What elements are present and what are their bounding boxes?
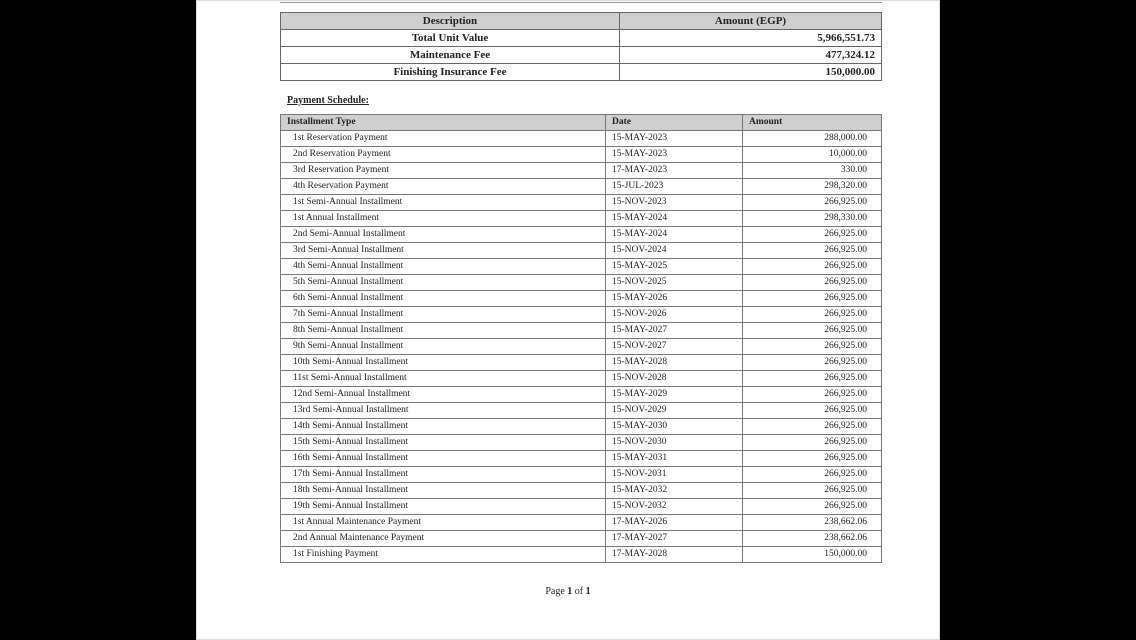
installment-type: 7th Semi-Annual Installment [281, 307, 606, 323]
page-label: Page [545, 586, 565, 597]
schedule-row [281, 211, 882, 227]
schedule-row [281, 323, 882, 339]
top-rule [280, 2, 882, 3]
installment-type: 8th Semi-Annual Installment [281, 323, 606, 339]
installment-date: 15-MAY-2032 [606, 483, 743, 499]
schedule-row [281, 451, 882, 467]
installment-amount: 266,925.00 [743, 467, 882, 483]
summary-description: Finishing Insurance Fee [281, 64, 620, 81]
schedule-header-amount: Amount [743, 115, 882, 131]
installment-amount: 266,925.00 [743, 483, 882, 499]
schedule-row [281, 419, 882, 435]
payment-schedule-title: Payment Schedule: [287, 95, 369, 106]
installment-amount: 288,000.00 [743, 131, 882, 147]
installment-type: 12nd Semi-Annual Installment [281, 387, 606, 403]
summary-description: Total Unit Value [281, 30, 620, 47]
installment-date: 17-MAY-2026 [606, 515, 743, 531]
installment-amount: 298,320.00 [743, 179, 882, 195]
summary-row [281, 64, 882, 81]
installment-amount: 266,925.00 [743, 227, 882, 243]
installment-type: 1st Semi-Annual Installment [281, 195, 606, 211]
installment-date: 15-MAY-2023 [606, 131, 743, 147]
schedule-row [281, 307, 882, 323]
installment-type: 3rd Reservation Payment [281, 163, 606, 179]
installment-date: 15-JUL-2023 [606, 179, 743, 195]
installment-type: 5th Semi-Annual Installment [281, 275, 606, 291]
installment-date: 15-NOV-2028 [606, 371, 743, 387]
installment-date: 15-NOV-2023 [606, 195, 743, 211]
installment-amount: 266,925.00 [743, 195, 882, 211]
installment-amount: 266,925.00 [743, 371, 882, 387]
installment-type: 2nd Reservation Payment [281, 147, 606, 163]
installment-type: 4th Semi-Annual Installment [281, 259, 606, 275]
installment-type: 9th Semi-Annual Installment [281, 339, 606, 355]
installment-date: 17-MAY-2027 [606, 531, 743, 547]
schedule-row [281, 355, 882, 371]
installment-amount: 266,925.00 [743, 291, 882, 307]
summary-header-row [281, 13, 882, 30]
installment-date: 15-NOV-2026 [606, 307, 743, 323]
installment-type: 2nd Semi-Annual Installment [281, 227, 606, 243]
installment-type: 14th Semi-Annual Installment [281, 419, 606, 435]
schedule-row [281, 259, 882, 275]
schedule-row [281, 499, 882, 515]
schedule-row [281, 195, 882, 211]
installment-date: 15-NOV-2031 [606, 467, 743, 483]
installment-amount: 266,925.00 [743, 339, 882, 355]
schedule-row [281, 131, 882, 147]
schedule-row [281, 467, 882, 483]
installment-date: 15-MAY-2023 [606, 147, 743, 163]
installment-amount: 10,000.00 [743, 147, 882, 163]
payment-schedule-table [280, 114, 882, 563]
installment-amount: 266,925.00 [743, 435, 882, 451]
installment-amount: 150,000.00 [743, 547, 882, 563]
schedule-row [281, 339, 882, 355]
schedule-row [281, 163, 882, 179]
schedule-row [281, 483, 882, 499]
installment-amount: 266,925.00 [743, 243, 882, 259]
installment-date: 17-MAY-2023 [606, 163, 743, 179]
installment-date: 15-MAY-2031 [606, 451, 743, 467]
schedule-body [281, 131, 882, 563]
installment-date: 15-MAY-2024 [606, 211, 743, 227]
schedule-row [281, 371, 882, 387]
summary-table [280, 12, 882, 81]
installment-amount: 266,925.00 [743, 499, 882, 515]
document-page [196, 0, 940, 640]
installment-type: 11st Semi-Annual Installment [281, 371, 606, 387]
schedule-row [281, 403, 882, 419]
schedule-row [281, 147, 882, 163]
installment-type: 1st Reservation Payment [281, 131, 606, 147]
installment-amount: 266,925.00 [743, 387, 882, 403]
installment-amount: 266,925.00 [743, 419, 882, 435]
schedule-header-date: Date [606, 115, 743, 131]
installment-type: 16th Semi-Annual Installment [281, 451, 606, 467]
installment-type: 15th Semi-Annual Installment [281, 435, 606, 451]
installment-type: 19th Semi-Annual Installment [281, 499, 606, 515]
summary-amount: 5,966,551.73 [620, 30, 882, 47]
summary-description: Maintenance Fee [281, 47, 620, 64]
summary-row [281, 47, 882, 64]
installment-type: 1st Annual Maintenance Payment [281, 515, 606, 531]
page-footer [196, 586, 940, 597]
installment-amount: 238,662.06 [743, 531, 882, 547]
installment-date: 15-NOV-2029 [606, 403, 743, 419]
schedule-row [281, 515, 882, 531]
installment-type: 3rd Semi-Annual Installment [281, 243, 606, 259]
installment-date: 15-NOV-2030 [606, 435, 743, 451]
installment-amount: 266,925.00 [743, 275, 882, 291]
installment-type: 1st Finishing Payment [281, 547, 606, 563]
page-total: 1 [585, 586, 591, 597]
summary-row [281, 30, 882, 47]
installment-date: 15-MAY-2030 [606, 419, 743, 435]
installment-date: 17-MAY-2028 [606, 547, 743, 563]
summary-body [281, 30, 882, 81]
installment-type: 18th Semi-Annual Installment [281, 483, 606, 499]
installment-date: 15-MAY-2025 [606, 259, 743, 275]
installment-date: 15-NOV-2027 [606, 339, 743, 355]
installment-amount: 238,662.06 [743, 515, 882, 531]
schedule-row [281, 547, 882, 563]
summary-header-amount: Amount (EGP) [620, 13, 882, 30]
installment-date: 15-MAY-2027 [606, 323, 743, 339]
installment-date: 15-NOV-2025 [606, 275, 743, 291]
summary-amount: 150,000.00 [620, 64, 882, 81]
installment-date: 15-MAY-2029 [606, 387, 743, 403]
page-number: 1 [567, 586, 573, 597]
schedule-row [281, 291, 882, 307]
installment-type: 4th Reservation Payment [281, 179, 606, 195]
schedule-header-row [281, 115, 882, 131]
installment-type: 1st Annual Installment [281, 211, 606, 227]
installment-date: 15-MAY-2028 [606, 355, 743, 371]
installment-amount: 298,330.00 [743, 211, 882, 227]
installment-amount: 266,925.00 [743, 451, 882, 467]
schedule-row [281, 275, 882, 291]
installment-amount: 266,925.00 [743, 307, 882, 323]
installment-type: 6th Semi-Annual Installment [281, 291, 606, 307]
schedule-row [281, 243, 882, 259]
summary-header-description: Description [281, 13, 620, 30]
installment-type: 13rd Semi-Annual Installment [281, 403, 606, 419]
installment-date: 15-NOV-2024 [606, 243, 743, 259]
installment-date: 15-NOV-2032 [606, 499, 743, 515]
schedule-row [281, 179, 882, 195]
installment-amount: 266,925.00 [743, 403, 882, 419]
installment-type: 2nd Annual Maintenance Payment [281, 531, 606, 547]
installment-amount: 330.00 [743, 163, 882, 179]
installment-amount: 266,925.00 [743, 323, 882, 339]
installment-date: 15-MAY-2024 [606, 227, 743, 243]
installment-amount: 266,925.00 [743, 355, 882, 371]
of-label: of [574, 586, 584, 597]
schedule-row [281, 531, 882, 547]
schedule-row [281, 387, 882, 403]
schedule-row [281, 227, 882, 243]
installment-date: 15-MAY-2026 [606, 291, 743, 307]
installment-amount: 266,925.00 [743, 259, 882, 275]
schedule-row [281, 435, 882, 451]
installment-type: 10th Semi-Annual Installment [281, 355, 606, 371]
installment-type: 17th Semi-Annual Installment [281, 467, 606, 483]
summary-amount: 477,324.12 [620, 47, 882, 64]
schedule-header-type: Installment Type [281, 115, 606, 131]
